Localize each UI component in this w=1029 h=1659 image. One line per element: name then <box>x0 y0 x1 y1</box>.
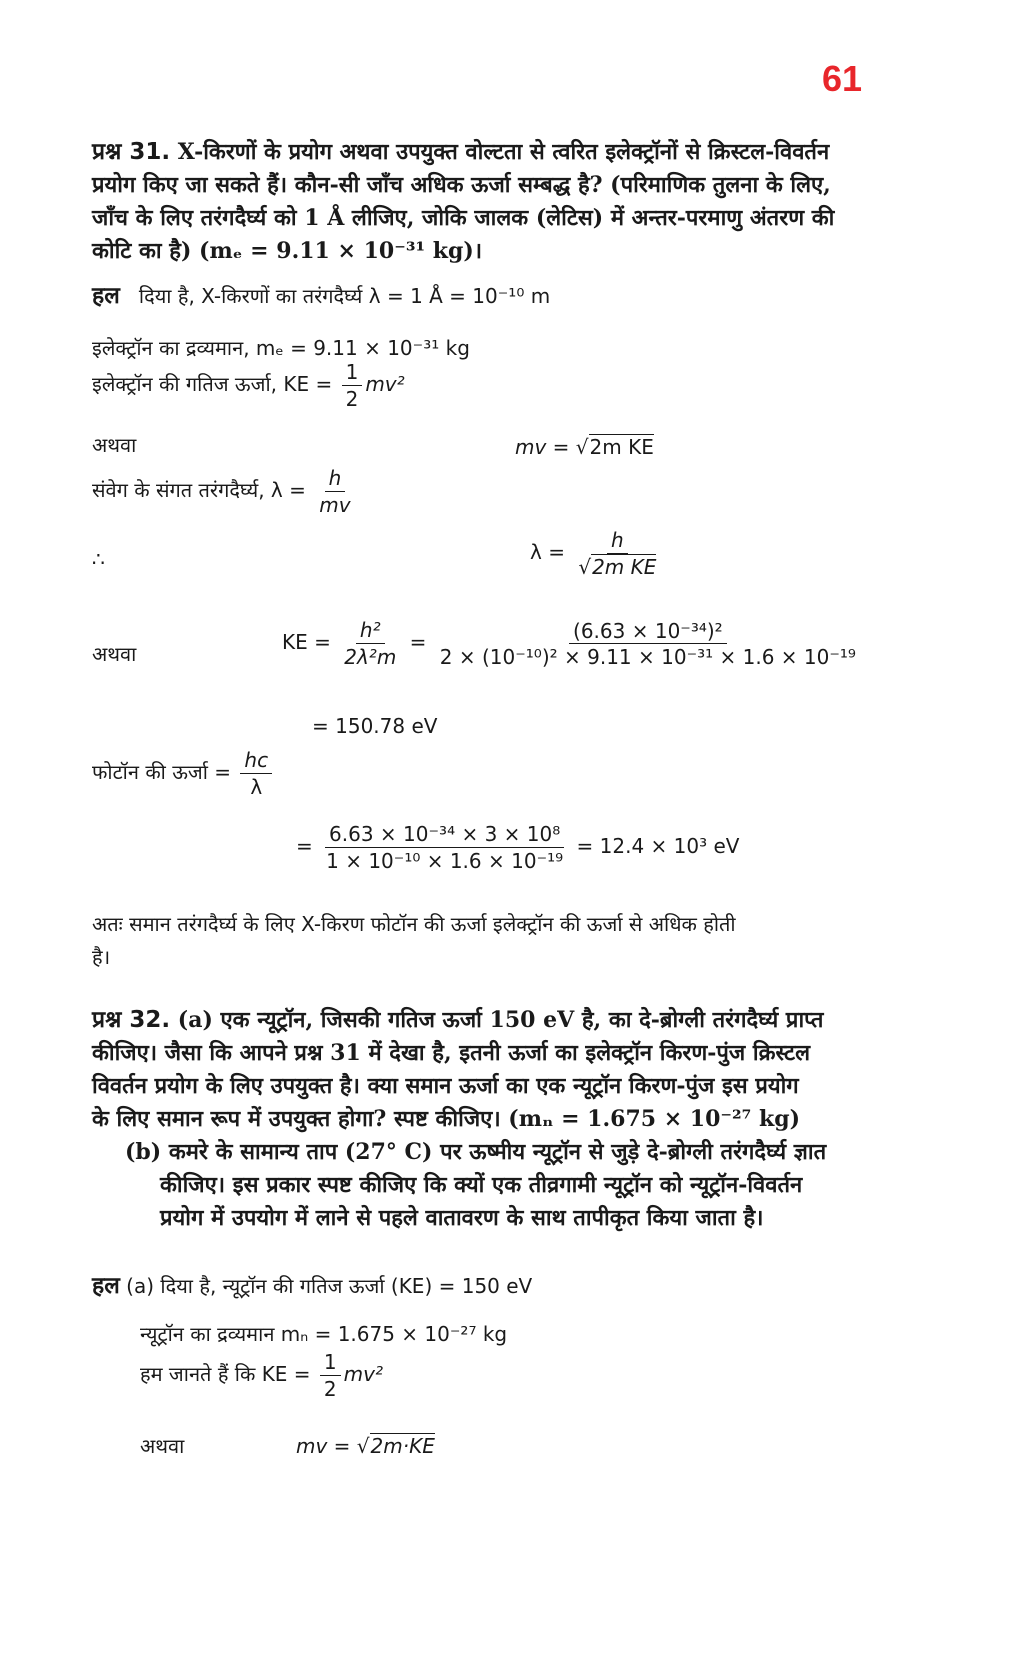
question-31-line-4: कोटि का है) (mₑ = 9.11 × 10⁻³¹ kg)। <box>92 238 483 264</box>
photon-energy-line <box>92 748 275 799</box>
lambda-lhs: λ = <box>530 540 565 564</box>
photon-numeric-fraction <box>322 822 567 873</box>
electron-ke-label: इलेक्ट्रॉन की गतिज ऊर्जा, KE = <box>92 372 333 396</box>
mv-squared: mv² <box>343 1362 383 1386</box>
athva-3: अथवा <box>140 1434 185 1458</box>
question-31-label: प्रश्न 31. <box>92 139 171 165</box>
question-32-line-1 <box>92 1004 823 1037</box>
fraction-numerator: h <box>607 528 628 554</box>
question-32-text-1: (a) एक न्यूट्रॉन, जिसकी गतिज ऊर्जा 150 eV है, का दे-ब्रोग्ली तरंगदैर्घ्य प्राप्त <box>177 1007 824 1033</box>
question-31-line-3: जाँच के लिए तरंगदैर्घ्य को 1 Å लीजिए, जोकि जालक (लेटिस) में अन्तर-परमाणु अंतरण की <box>92 205 835 231</box>
electron-ke-line <box>92 360 405 411</box>
question-32-line-3: विवर्तन प्रयोग के लिए उपयुक्त है। क्या समान ऊर्जा का एक न्यूट्रॉन किरण-पुंज इस प्रयोग <box>92 1073 799 1099</box>
mv-sqrt-equation: mv = √2m KE <box>515 435 654 459</box>
photon-result: = 12.4 × 10³ eV <box>576 834 740 858</box>
question-32-b-line-3: प्रयोग में उपयोग में लाने से पहले वातावरण के साथ तापीकृत किया जाता है। <box>160 1205 764 1231</box>
question-32-label: प्रश्न 32. <box>92 1007 171 1033</box>
solution-32-given-text: (a) दिया है, न्यूट्रॉन की गतिज ऊर्जा (KE) = 150 eV <box>126 1274 533 1298</box>
ke-equation <box>282 618 863 669</box>
equals-sign: = <box>409 630 427 654</box>
question-32-b-line-2: कीजिए। इस प्रकार स्पष्ट कीजिए कि क्यों एक तीव्रगामी न्यूट्रॉन को न्यूट्रॉन-विवर्तन <box>160 1172 803 1198</box>
photon-energy-label: फोटॉन की ऊर्जा = <box>92 760 232 784</box>
fraction-numerator: hc <box>240 748 272 774</box>
half-fraction <box>342 360 363 411</box>
sqrt-radicand: 2m KE <box>592 555 657 579</box>
conclusion-line-1: अतः समान तरंगदैर्घ्य के लिए X-किरण फोटॉन की ऊर्जा इलेक्ट्रॉन की ऊर्जा से अधिक होती <box>92 912 736 936</box>
fraction-denominator: 2 <box>323 1377 337 1401</box>
fraction-numerator: h <box>325 466 346 492</box>
neutron-mass-line: न्यूट्रॉन का द्रव्यमान mₙ = 1.675 × 10⁻²⁷ kg <box>140 1322 508 1346</box>
h2-over-2lambda2m <box>340 618 400 669</box>
question-31-line-2: प्रयोग किए जा सकते हैं। कौन-सी जाँच अधिक ऊर्जा सम्बद्ध है? (परिमाणिक तुलना के लिए, <box>92 172 831 198</box>
conclusion-line-2: है। <box>92 945 111 969</box>
fraction-denominator: √2m KE <box>578 555 657 579</box>
lambda-equation <box>530 528 663 579</box>
fraction-denominator: 2λ²m <box>344 645 397 669</box>
ke-numeric-fraction <box>436 619 860 669</box>
equals-sign: = <box>296 834 313 858</box>
ke-result: = 150.78 eV <box>312 714 438 738</box>
fraction-denominator: 2 <box>345 387 359 411</box>
neutron-ke-line <box>140 1350 383 1401</box>
therefore-symbol: ∴ <box>92 547 105 571</box>
solution-31-hal-label: हल <box>92 283 120 309</box>
momentum-wavelength-line <box>92 466 358 517</box>
solution-32-hal-label: हल <box>92 1273 120 1299</box>
h-over-mv-fraction <box>315 466 354 517</box>
lambda-fraction <box>574 528 660 579</box>
mv-lhs: mv = <box>296 1434 357 1458</box>
fraction-denominator: 1 × 10⁻¹⁰ × 1.6 × 10⁻¹⁹ <box>326 849 564 873</box>
fraction-denominator: λ <box>250 775 263 799</box>
neutron-mv-equation: mv = √2m·KE <box>296 1434 435 1458</box>
question-32-line-2: कीजिए। जैसा कि आपने प्रश्न 31 में देखा है, इतनी ऊर्जा का इलेक्ट्रॉन किरण-पुंज क्रिस्टल <box>92 1040 811 1066</box>
solution-31-given-text: दिया है, X-किरणों का तरंगदैर्घ्य λ = 1 Å = 10⁻¹⁰ m <box>138 284 551 308</box>
neutron-ke-label: हम जानते हैं कि KE = <box>140 1362 311 1386</box>
question-32-line-4: के लिए समान रूप में उपयुक्त होगा? स्पष्ट कीजिए। (mₙ = 1.675 × 10⁻²⁷ kg) <box>92 1106 801 1132</box>
momentum-wavelength-label: संवेग के संगत तरंगदैर्घ्य, λ = <box>92 478 306 502</box>
athva-1: अथवा <box>92 433 137 457</box>
page-number: 61 <box>822 58 863 99</box>
fraction-denominator: mv <box>319 493 351 517</box>
fraction-numerator: 1 <box>320 1350 341 1376</box>
question-32-b-line-1: (b) कमरे के सामान्य ताप (27° C) पर ऊष्मीय न्यूट्रॉन से जुड़े दे-ब्रोग्ली तरंगदैर्घ्य ज्ञात <box>125 1139 827 1165</box>
hc-over-lambda <box>240 748 272 799</box>
ke-lhs: KE = <box>282 630 331 654</box>
solution-32-given <box>92 1272 532 1300</box>
sqrt-radicand: 2m·KE <box>370 1434 435 1458</box>
fraction-numerator: 6.63 × 10⁻³⁴ × 3 × 10⁸ <box>325 822 564 848</box>
question-31-line-1 <box>92 136 829 169</box>
fraction-numerator: 1 <box>342 360 363 386</box>
half-fraction <box>320 1350 341 1401</box>
athva-2: अथवा <box>92 642 137 666</box>
question-31-text-1: X-किरणों के प्रयोग अथवा उपयुक्त वोल्टता से त्वरित इलेक्ट्रॉनों से क्रिस्टल-विवर्तन <box>177 139 830 165</box>
photon-energy-calc <box>296 822 739 873</box>
mv-lhs: mv = <box>515 435 576 459</box>
fraction-numerator: (6.63 × 10⁻³⁴)² <box>569 619 727 644</box>
electron-mass-line: इलेक्ट्रॉन का द्रव्यमान, mₑ = 9.11 × 10⁻³¹ kg <box>92 336 470 360</box>
fraction-denominator: 2 × (10⁻¹⁰)² × 9.11 × 10⁻³¹ × 1.6 × 10⁻¹⁹ <box>439 644 856 669</box>
fraction-numerator: h² <box>356 618 385 644</box>
sqrt-radicand: 2m KE <box>589 435 654 459</box>
solution-31-given <box>92 282 550 310</box>
mv-squared: mv² <box>365 372 405 396</box>
